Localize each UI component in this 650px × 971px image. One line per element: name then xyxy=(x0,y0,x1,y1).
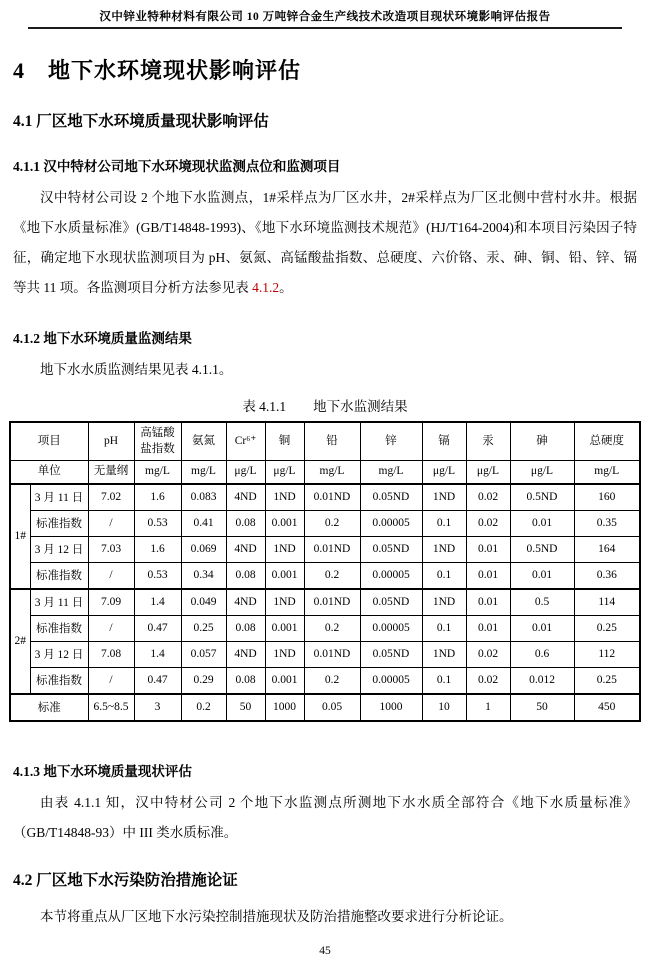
value-cell: 0.057 xyxy=(181,641,226,667)
value-cell: 10 xyxy=(422,694,466,721)
value-cell: 164 xyxy=(574,536,640,562)
row-label: 标准指数 xyxy=(30,510,88,536)
unit-cell: mg/L xyxy=(304,461,360,484)
site-label: 2# xyxy=(10,589,30,694)
paragraph-text: 。 xyxy=(279,280,293,295)
value-cell: 1.6 xyxy=(134,536,181,562)
value-cell: 0.1 xyxy=(422,615,466,641)
value-cell: 0.47 xyxy=(134,615,181,641)
unit-cell: μg/L xyxy=(510,461,574,484)
value-cell: 0.41 xyxy=(181,510,226,536)
paragraph-text: 汉中特材公司设 2 个地下水监测点，1#采样点为厂区水井，2#采样点为厂区北侧中营村水井。根据《地下水质量标准》(GB/T14848-1993)、《地下水环境监测技术规范》(HJ/T164-2004)和本项目污染因子特征，确定地下水现状监测项目为 pH、氨氮、高锰酸盐指数、总硬度、六价铬、汞、砷、铜、铅、锌、镉等共 11 项。各监测项目分析方法参见表 xyxy=(13,190,637,295)
value-cell: 0.02 xyxy=(466,510,510,536)
table-row xyxy=(10,484,640,511)
value-cell: 0.5ND xyxy=(510,484,574,511)
value-cell: 0.2 xyxy=(304,667,360,694)
value-cell: 1ND xyxy=(265,536,304,562)
row-label: 3 月 11 日 xyxy=(30,484,88,511)
standard-row xyxy=(10,694,640,721)
value-cell: 114 xyxy=(574,589,640,616)
unit-cell: mg/L xyxy=(134,461,181,484)
value-cell: / xyxy=(88,615,134,641)
value-cell: / xyxy=(88,562,134,589)
table-caption: 表 4.1.1 地下水监测结果 xyxy=(242,399,408,414)
value-cell: 0.01ND xyxy=(304,484,360,511)
value-cell: 0.001 xyxy=(265,667,304,694)
row-label: 标准指数 xyxy=(30,615,88,641)
col-header-lead: 铅 xyxy=(304,422,360,461)
value-cell: 7.03 xyxy=(88,536,134,562)
unit-cell: 无量纲 xyxy=(88,461,134,484)
units-row-label: 单位 xyxy=(10,461,88,484)
value-cell: 0.00005 xyxy=(360,510,422,536)
paragraph-4-2: 本节将重点从厂区地下水污染控制措施现状及防治措施整改要求进行分析论证。 xyxy=(40,908,513,924)
section-4-1-title: 4.1 厂区地下水环境质量现状影响评估 xyxy=(13,113,269,130)
value-cell: 7.09 xyxy=(88,589,134,616)
value-cell: 0.1 xyxy=(422,510,466,536)
value-cell: 1.6 xyxy=(134,484,181,511)
value-cell: 0.36 xyxy=(574,562,640,589)
site-label: 1# xyxy=(10,484,30,589)
paragraph-4-1-1 xyxy=(13,183,637,303)
standard-label: 标准 xyxy=(10,694,88,721)
value-cell: 0.25 xyxy=(574,615,640,641)
value-cell: 1ND xyxy=(265,641,304,667)
value-cell: 0.08 xyxy=(226,667,265,694)
table-row xyxy=(10,641,640,667)
value-cell: 0.01 xyxy=(510,562,574,589)
value-cell: 0.01 xyxy=(466,589,510,616)
value-cell: 0.6 xyxy=(510,641,574,667)
table-row xyxy=(10,615,640,641)
col-header-ph: pH xyxy=(88,422,134,461)
value-cell: 50 xyxy=(226,694,265,721)
value-cell: 0.069 xyxy=(181,536,226,562)
col-header-permanganate-index: 高锰酸盐指数 xyxy=(134,422,181,461)
header-rule xyxy=(28,27,622,29)
value-cell: 0.05 xyxy=(304,694,360,721)
value-cell: 0.1 xyxy=(422,667,466,694)
value-cell: 0.2 xyxy=(304,562,360,589)
value-cell: 0.00005 xyxy=(360,667,422,694)
value-cell: 0.02 xyxy=(466,667,510,694)
value-cell: 0.083 xyxy=(181,484,226,511)
section-4-title: 4 地下水环境现状影响评估 xyxy=(13,58,302,83)
value-cell: 0.05ND xyxy=(360,484,422,511)
paragraph-4-1-2: 地下水水质监测结果见表 4.1.1。 xyxy=(40,362,233,377)
value-cell: 450 xyxy=(574,694,640,721)
value-cell: 1.4 xyxy=(134,641,181,667)
value-cell: 0.01 xyxy=(466,562,510,589)
value-cell: 0.2 xyxy=(304,510,360,536)
table-row xyxy=(10,562,640,589)
value-cell: 0.2 xyxy=(181,694,226,721)
value-cell: 0.001 xyxy=(265,615,304,641)
value-cell: 0.05ND xyxy=(360,641,422,667)
value-cell: 0.05ND xyxy=(360,536,422,562)
unit-cell: mg/L xyxy=(181,461,226,484)
page-number: 45 xyxy=(319,945,331,957)
value-cell: 4ND xyxy=(226,484,265,511)
value-cell: 1ND xyxy=(422,589,466,616)
report-header-title: 汉中锌业特种材料有限公司 10 万吨锌合金生产线技术改造项目现状环境影响评估报告 xyxy=(99,11,551,23)
unit-cell: mg/L xyxy=(574,461,640,484)
col-header-arsenic: 砷 xyxy=(510,422,574,461)
value-cell: / xyxy=(88,667,134,694)
value-cell: 0.47 xyxy=(134,667,181,694)
value-cell: 1ND xyxy=(265,484,304,511)
value-cell: 50 xyxy=(510,694,574,721)
value-cell: 1ND xyxy=(422,484,466,511)
table-row xyxy=(10,510,640,536)
section-4-1-2-title: 4.1.2 地下水环境质量监测结果 xyxy=(13,331,192,346)
table-4-1-2-reference-link[interactable]: 4.1.2 xyxy=(252,280,280,295)
row-label: 标准指数 xyxy=(30,667,88,694)
value-cell: 4ND xyxy=(226,641,265,667)
value-cell: 0.01 xyxy=(510,510,574,536)
table-row xyxy=(10,589,640,616)
table-units-row xyxy=(10,461,640,484)
value-cell: 0.35 xyxy=(574,510,640,536)
value-cell: 0.5 xyxy=(510,589,574,616)
col-header-zinc: 锌 xyxy=(360,422,422,461)
value-cell: 0.001 xyxy=(265,510,304,536)
col-header-cr6: Cr⁶⁺ xyxy=(226,422,265,461)
unit-cell: μg/L xyxy=(422,461,466,484)
value-cell: 1000 xyxy=(360,694,422,721)
value-cell: 0.012 xyxy=(510,667,574,694)
value-cell: 0.01ND xyxy=(304,536,360,562)
unit-cell: mg/L xyxy=(360,461,422,484)
value-cell: 0.01ND xyxy=(304,589,360,616)
section-4-1-1-title: 4.1.1 汉中特材公司地下水环境现状监测点位和监测项目 xyxy=(13,159,341,174)
value-cell: 0.00005 xyxy=(360,562,422,589)
value-cell: 0.01 xyxy=(466,536,510,562)
value-cell: 0.08 xyxy=(226,562,265,589)
row-label: 3 月 12 日 xyxy=(30,536,88,562)
col-header-ammonia: 氨氮 xyxy=(181,422,226,461)
value-cell: 7.02 xyxy=(88,484,134,511)
table-row xyxy=(10,536,640,562)
value-cell: 0.08 xyxy=(226,615,265,641)
value-cell: 0.25 xyxy=(181,615,226,641)
value-cell: 0.5ND xyxy=(510,536,574,562)
value-cell: 0.34 xyxy=(181,562,226,589)
value-cell: 4ND xyxy=(226,536,265,562)
value-cell: 0.2 xyxy=(304,615,360,641)
value-cell: 6.5~8.5 xyxy=(88,694,134,721)
value-cell: 0.02 xyxy=(466,641,510,667)
col-header-total-hardness: 总硬度 xyxy=(574,422,640,461)
col-header-mercury: 汞 xyxy=(466,422,510,461)
row-label: 3 月 12 日 xyxy=(30,641,88,667)
value-cell: 0.08 xyxy=(226,510,265,536)
value-cell: 3 xyxy=(134,694,181,721)
value-cell: 0.02 xyxy=(466,484,510,511)
value-cell: 1ND xyxy=(422,536,466,562)
value-cell: 0.01 xyxy=(466,615,510,641)
row-label: 3 月 11 日 xyxy=(30,589,88,616)
value-cell: 112 xyxy=(574,641,640,667)
unit-cell: μg/L xyxy=(466,461,510,484)
section-4-1-3-title: 4.1.3 地下水环境质量现状评估 xyxy=(13,763,192,779)
section-4-2-title: 4.2 厂区地下水污染防治措施论证 xyxy=(13,871,238,889)
row-label: 标准指数 xyxy=(30,562,88,589)
value-cell: 0.01 xyxy=(510,615,574,641)
value-cell: 1ND xyxy=(265,589,304,616)
col-header-cadmium: 镉 xyxy=(422,422,466,461)
paragraph-4-1-3: 由表 4.1.1 知，汉中特材公司 2 个地下水监测点所测地下水水质全部符合《地下水质量标准》（GB/T14848-93）中 III 类水质标准。 xyxy=(13,794,637,840)
value-cell: 4ND xyxy=(226,589,265,616)
value-cell: 0.29 xyxy=(181,667,226,694)
value-cell: 160 xyxy=(574,484,640,511)
value-cell: 0.53 xyxy=(134,562,181,589)
value-cell: 0.00005 xyxy=(360,615,422,641)
unit-cell: μg/L xyxy=(265,461,304,484)
table-header-row xyxy=(10,422,640,461)
col-header-copper: 铜 xyxy=(265,422,304,461)
value-cell: 0.25 xyxy=(574,667,640,694)
table-row xyxy=(10,667,640,694)
value-cell: 0.05ND xyxy=(360,589,422,616)
value-cell: 7.08 xyxy=(88,641,134,667)
value-cell: 1ND xyxy=(422,641,466,667)
value-cell: 0.001 xyxy=(265,562,304,589)
value-cell: 1.4 xyxy=(134,589,181,616)
value-cell: / xyxy=(88,510,134,536)
col-header-project: 项目 xyxy=(10,422,88,461)
value-cell: 1000 xyxy=(265,694,304,721)
unit-cell: μg/L xyxy=(226,461,265,484)
value-cell: 1 xyxy=(466,694,510,721)
value-cell: 0.53 xyxy=(134,510,181,536)
groundwater-monitoring-table xyxy=(9,421,641,722)
value-cell: 0.049 xyxy=(181,589,226,616)
value-cell: 0.01ND xyxy=(304,641,360,667)
value-cell: 0.1 xyxy=(422,562,466,589)
